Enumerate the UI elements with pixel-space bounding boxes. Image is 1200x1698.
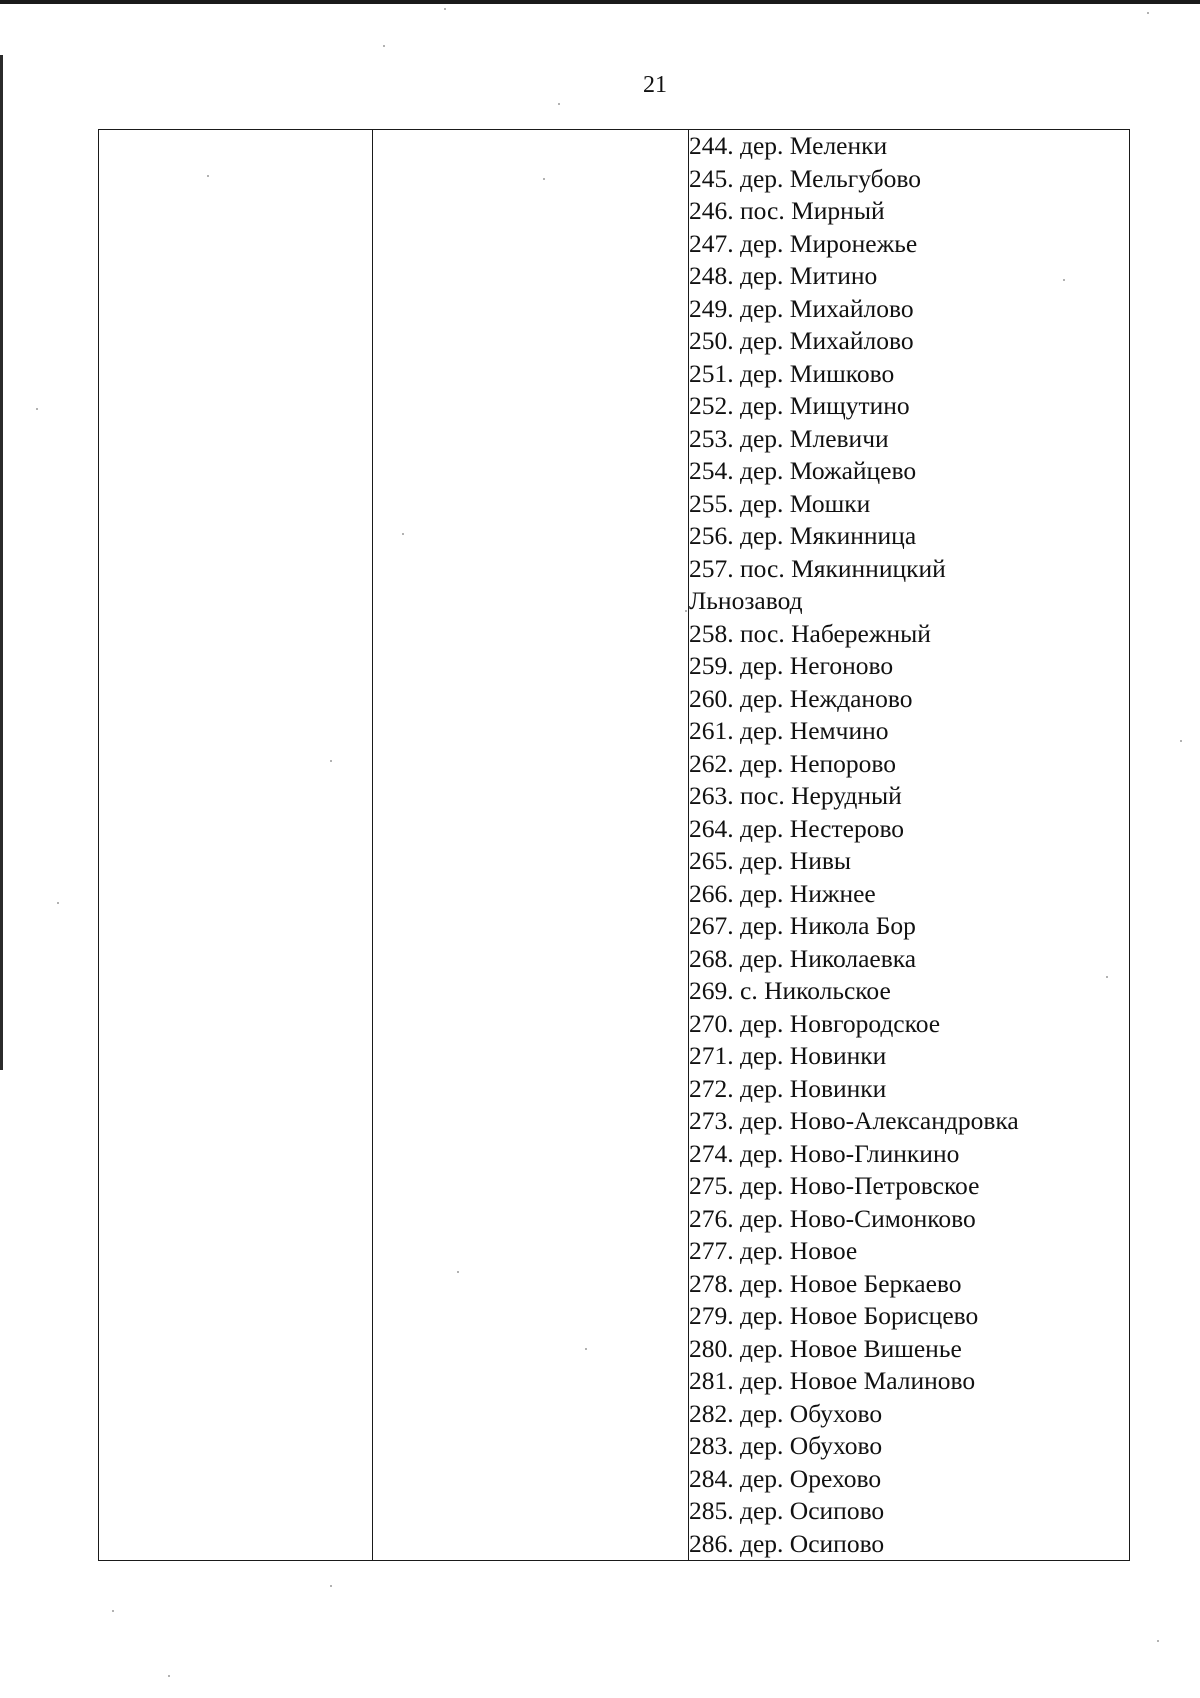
scan-speck bbox=[585, 1348, 587, 1350]
scan-speck bbox=[168, 1675, 170, 1677]
list-item: 271. дер. Новинки bbox=[689, 1041, 887, 1070]
list-item: 262. дер. Непорово bbox=[689, 748, 897, 778]
scan-speck bbox=[112, 1610, 114, 1612]
scan-speck bbox=[36, 408, 38, 410]
list-item: 261. дер. Немчино bbox=[689, 716, 889, 745]
list-item: 268. дер. Николаевка bbox=[689, 943, 917, 973]
list-item: 256. дер. Мякинница bbox=[689, 521, 917, 550]
list-item: 244. дер. Меленки bbox=[689, 131, 888, 160]
list-item: 251. дер. Мишково bbox=[689, 358, 895, 388]
list-item: 270. дер. Новгородское bbox=[689, 1008, 941, 1038]
list-item: 272. дер. Новинки bbox=[689, 1073, 887, 1103]
list-item: 254. дер. Можайцево bbox=[689, 456, 917, 485]
list-item: 281. дер. Новое Малиново bbox=[689, 1366, 976, 1395]
list-item: 278. дер. Новое Беркаево bbox=[689, 1268, 962, 1298]
list-item: 252. дер. Мищутино bbox=[689, 391, 910, 420]
list-item: 284. дер. Орехово bbox=[689, 1463, 882, 1493]
scan-speck bbox=[685, 610, 687, 612]
list-item: 266. дер. Нижнее bbox=[689, 878, 876, 908]
scan-speck bbox=[1063, 279, 1065, 281]
settlements-table bbox=[98, 129, 1130, 1561]
list-item: 283. дер. Обухово bbox=[689, 1431, 883, 1460]
list-item: 279. дер. Новое Борисцево bbox=[689, 1301, 979, 1330]
scan-speck bbox=[330, 760, 332, 762]
list-item: 265. дер. Нивы bbox=[689, 846, 852, 875]
scan-speck bbox=[207, 175, 209, 177]
scan-edge-top bbox=[0, 0, 1200, 4]
list-item: 259. дер. Негоново bbox=[689, 651, 894, 680]
scan-speck bbox=[444, 8, 446, 10]
list-item: 250. дер. Михайлово bbox=[689, 326, 914, 355]
scan-speck bbox=[1147, 12, 1149, 14]
page-number: 21 bbox=[643, 72, 667, 98]
list-item: 274. дер. Ново-Глинкино bbox=[689, 1138, 960, 1168]
list-item: 275. дер. Ново-Петровское bbox=[689, 1171, 980, 1200]
scan-speck bbox=[1157, 1640, 1159, 1642]
list-item: 248. дер. Митино bbox=[689, 261, 878, 290]
list-item: 257. пос. Мякинницкий bbox=[689, 553, 946, 583]
list-item: 267. дер. Никола Бор bbox=[689, 911, 916, 940]
scan-speck bbox=[1180, 740, 1182, 742]
list-item: 264. дер. Нестерово bbox=[689, 813, 905, 843]
scan-speck bbox=[558, 103, 560, 105]
scan-speck bbox=[383, 45, 385, 47]
list-item: 263. пос. Нерудный bbox=[689, 781, 902, 810]
scan-edge-left bbox=[0, 55, 3, 1070]
list-item: 285. дер. Осипово bbox=[689, 1496, 885, 1525]
list-item: 277. дер. Новое bbox=[689, 1236, 858, 1265]
list-item: 276. дер. Ново-Симонково bbox=[689, 1203, 976, 1233]
list-item: 247. дер. Миронежье bbox=[689, 228, 918, 258]
scan-speck bbox=[402, 533, 404, 535]
scan-speck bbox=[57, 902, 59, 904]
table-cell-col2 bbox=[373, 130, 689, 1561]
list-item: 286. дер. Осипово bbox=[689, 1528, 885, 1558]
scan-speck bbox=[330, 1585, 332, 1587]
list-item: 269. с. Никольское bbox=[689, 976, 891, 1005]
list-item: 282. дер. Обухово bbox=[689, 1398, 883, 1428]
list-item: 260. дер. Нежданово bbox=[689, 683, 913, 713]
list-item: 255. дер. Мошки bbox=[689, 488, 871, 518]
list-item: 280. дер. Новое Вишенье bbox=[689, 1333, 962, 1363]
scan-speck bbox=[543, 178, 545, 180]
list-item: 273. дер. Ново-Александровка bbox=[689, 1106, 1019, 1135]
list-item: 258. пос. Набережный bbox=[689, 618, 931, 648]
list-item: 249. дер. Михайлово bbox=[689, 293, 914, 323]
list-item: 245. дер. Мельгубово bbox=[689, 163, 922, 193]
table-cell-col1 bbox=[99, 130, 373, 1561]
scan-speck bbox=[1106, 976, 1108, 978]
list-item: Льнозавод bbox=[689, 586, 803, 615]
table-cell-col3 bbox=[689, 130, 1130, 1561]
scan-speck bbox=[457, 1271, 459, 1273]
table-row bbox=[99, 130, 1130, 1561]
settlement-list bbox=[689, 130, 1129, 1560]
list-item: 253. дер. Млевичи bbox=[689, 423, 889, 453]
list-item: 246. пос. Мирный bbox=[689, 196, 885, 225]
